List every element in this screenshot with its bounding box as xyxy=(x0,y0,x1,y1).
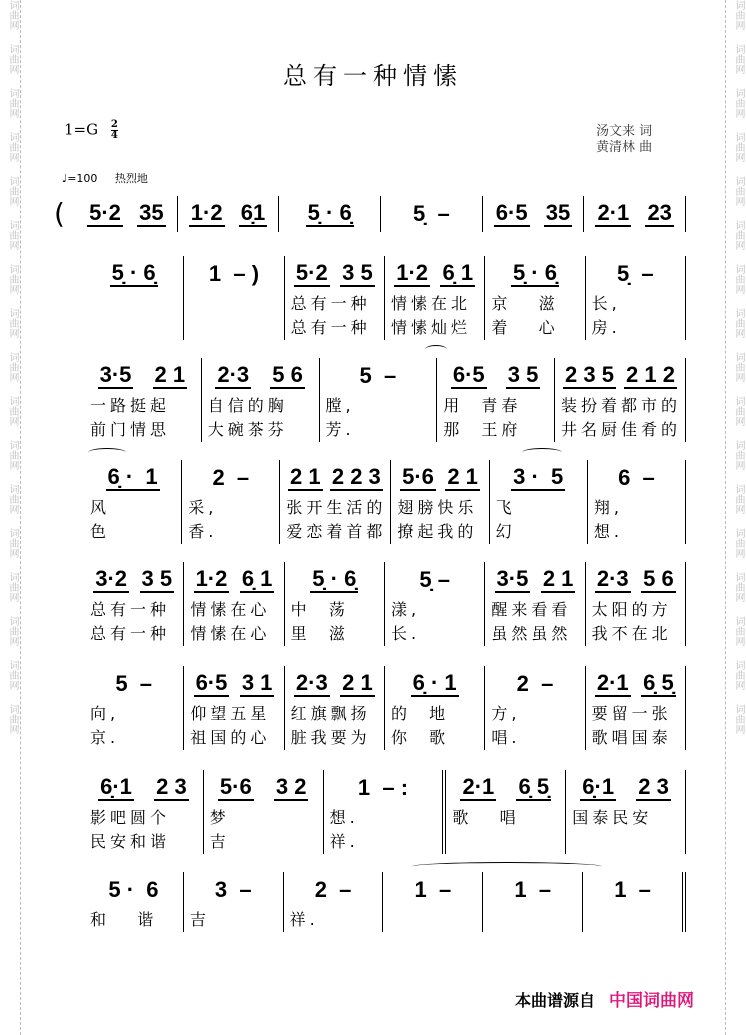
tie-arc xyxy=(412,862,602,871)
note-group: 1·2 xyxy=(195,566,228,591)
watermark-text: 词曲网 xyxy=(733,396,744,426)
lyric-v1: 翅膀快乐 xyxy=(397,498,478,517)
lyric-v2: 唱. xyxy=(491,728,521,747)
score-line xyxy=(84,770,686,854)
note-group: 5̣ · 6̣ xyxy=(111,260,156,285)
notes xyxy=(206,358,315,394)
key: 1=G xyxy=(64,120,99,139)
note-group: 3 · 5 xyxy=(513,464,564,489)
measure xyxy=(84,770,204,854)
lyric-v2: 长. xyxy=(390,624,421,643)
watermark-text: 词曲网 xyxy=(7,264,18,294)
note-group: 5̣ – xyxy=(419,567,450,592)
note-group: 6̣·1 xyxy=(100,774,132,799)
lyric-v2: 总有一种 xyxy=(90,624,171,643)
notes xyxy=(389,666,480,702)
watermark-text: 词曲网 xyxy=(733,704,744,734)
lyric-v2: 爱恋着首都 xyxy=(286,522,387,541)
notes xyxy=(188,562,279,598)
lyric-v1: 一路挺起 xyxy=(90,396,171,415)
note-group: 5̣ · 6̣ xyxy=(512,260,557,285)
measure xyxy=(182,460,280,544)
note-group: 6̣ · 1 xyxy=(107,464,158,489)
measure xyxy=(391,460,489,544)
measure xyxy=(485,256,585,340)
measure xyxy=(385,666,485,750)
lyric-v2 xyxy=(570,830,681,854)
lyric-v2: 总有一种 xyxy=(290,318,371,337)
notes xyxy=(88,358,197,394)
lyric-v1: 要留一张 xyxy=(591,704,672,723)
lyric-v1: 祥. xyxy=(289,910,319,929)
lyric-v2: 想. xyxy=(593,522,623,541)
score-line xyxy=(84,562,686,646)
lyric-v1: 翔, xyxy=(593,498,623,517)
notes xyxy=(590,562,681,598)
notes xyxy=(387,872,478,908)
watermark-text: 词曲网 xyxy=(733,176,744,206)
note-group: 5̣ – xyxy=(616,261,654,286)
measure xyxy=(284,872,384,932)
note-group: 2 3 xyxy=(638,774,669,799)
notes xyxy=(592,460,681,496)
time-sig-den: 4 xyxy=(110,130,118,141)
watermark-text: 词曲网 xyxy=(733,308,744,338)
measure xyxy=(285,562,385,646)
lyric-v1: 红旗飘扬 xyxy=(290,704,371,723)
notes xyxy=(489,256,580,292)
lyric-v2: 那 王府 xyxy=(443,420,522,439)
watermark-text: 词曲网 xyxy=(7,704,18,734)
notes xyxy=(88,770,199,806)
note-group: 23 xyxy=(647,200,672,225)
time-signature xyxy=(111,120,118,141)
measure xyxy=(324,770,447,854)
notes xyxy=(590,256,681,292)
measure xyxy=(84,256,184,340)
lyric-v2: 民安和谐 xyxy=(90,832,171,851)
lyric-v1: 采, xyxy=(188,498,218,517)
lyric-v1: 京 滋 xyxy=(491,294,559,313)
notes xyxy=(288,872,379,908)
slur-arc xyxy=(88,448,126,457)
lyric-v1: 装扮着都市的 xyxy=(561,396,682,415)
lyric-v1: 情愫在北 xyxy=(390,294,471,313)
source-credit xyxy=(515,986,694,1011)
watermark-strip-left xyxy=(0,0,21,1035)
note-group: 3·2 xyxy=(95,566,128,591)
lyric-v2 xyxy=(450,830,561,854)
measure xyxy=(385,256,485,340)
measure xyxy=(446,770,566,854)
note-group: 2 3 5 xyxy=(565,362,614,387)
note-group: 5 – xyxy=(115,671,153,696)
lyric-v1: 膛, xyxy=(325,396,355,415)
notes xyxy=(284,460,386,496)
lyric-v2: 幻 xyxy=(495,522,516,541)
watermark-text: 词曲网 xyxy=(733,220,744,250)
notes xyxy=(283,196,376,232)
notes xyxy=(494,460,583,496)
measure xyxy=(490,460,588,544)
measure xyxy=(76,196,178,232)
note-group: 1 – : xyxy=(357,775,409,800)
note-group: 2 1 xyxy=(542,566,574,591)
notes xyxy=(389,256,480,292)
watermark-text: 词曲网 xyxy=(7,132,18,162)
lyric-v1: 自信的胸 xyxy=(207,396,288,415)
credits xyxy=(596,124,652,156)
lyric-v2: 祖国的心 xyxy=(190,728,271,747)
notes xyxy=(186,460,275,496)
lyric-v2: 撩起我的 xyxy=(397,522,478,541)
score-line xyxy=(84,666,686,750)
lyric-v2: 你 歌 xyxy=(390,728,450,747)
note-group: 1·2 xyxy=(190,200,223,225)
note-group: 35 xyxy=(545,200,571,225)
lyric-v1: 太阳的方 xyxy=(591,600,672,619)
score-line xyxy=(54,196,686,232)
notes xyxy=(590,666,681,702)
watermark-text: 词曲网 xyxy=(7,220,18,250)
lyric-v1: 张开生活的 xyxy=(286,498,387,517)
lyric-v1: 风 xyxy=(90,498,111,517)
notes xyxy=(570,770,681,806)
lyric-v2: 着 心 xyxy=(491,318,559,337)
measure xyxy=(178,196,280,232)
note-group: 2 3 xyxy=(156,774,187,799)
lyric-v2: 里 滋 xyxy=(290,624,349,643)
measure xyxy=(485,562,585,646)
note-group: 3 – xyxy=(214,877,252,902)
notes xyxy=(289,256,380,292)
lyric-v1: 吉 xyxy=(189,910,210,929)
note-group: 5·6 xyxy=(219,774,252,799)
lyric-v1 xyxy=(487,908,578,932)
watermark-text: 词曲网 xyxy=(7,660,18,690)
lyric-v1: 梦 xyxy=(209,808,230,827)
notes xyxy=(489,562,580,598)
lyric-v2: 吉 xyxy=(209,832,230,851)
lyric-v1: 和 谐 xyxy=(90,910,158,929)
lyric-v2: 歌唱国泰 xyxy=(591,728,672,747)
note-group: 5·2 xyxy=(295,260,328,285)
lyric-v1: 歌 唱 xyxy=(452,808,520,827)
note-group: 6̣ 1 xyxy=(442,260,474,285)
note-group: 2·3 xyxy=(596,566,629,591)
measure xyxy=(84,666,184,750)
measure xyxy=(184,562,284,646)
lyric-v2: 我不在北 xyxy=(591,624,672,643)
measure xyxy=(320,358,438,442)
measure xyxy=(483,196,585,232)
score-line xyxy=(84,256,686,340)
note-group: 6 – xyxy=(618,465,655,490)
note-group: 6̣ 5̣ xyxy=(518,774,550,799)
note-group: 5̣ · 6̣ xyxy=(312,566,357,591)
lyric-v1: 情愫在心 xyxy=(190,600,271,619)
lyric-v2: 脏我要为 xyxy=(290,728,371,747)
watermark-text: 词曲网 xyxy=(7,88,18,118)
watermark-text: 词曲网 xyxy=(733,528,744,558)
measure xyxy=(381,196,483,232)
notes xyxy=(385,196,478,232)
watermark-text: 词曲网 xyxy=(7,528,18,558)
lyric-v1 xyxy=(387,908,478,932)
measure xyxy=(285,666,385,750)
note-group: 6̣ 1 xyxy=(241,566,273,591)
lyric-v1: 长, xyxy=(591,294,621,313)
lyric-v2: 香. xyxy=(188,522,218,541)
lyric-v2: 井名厨佳肴的 xyxy=(561,420,682,439)
watermark-text: 词曲网 xyxy=(733,44,744,74)
watermark-text: 词曲网 xyxy=(7,440,18,470)
note-group: 2 – xyxy=(314,877,352,902)
note-group: 2·1 xyxy=(596,670,629,695)
lyric-v1: 醒来看看 xyxy=(491,600,572,619)
notes xyxy=(588,196,681,232)
notes xyxy=(188,256,279,292)
measure xyxy=(385,562,485,646)
notes xyxy=(182,196,275,232)
note-group: 6·5 xyxy=(195,670,228,695)
score-line xyxy=(84,358,686,442)
note-group: 3·5 xyxy=(496,566,529,591)
note-group: 2·3 xyxy=(295,670,328,695)
measure xyxy=(204,770,324,854)
song-title: 总有一种情愫 xyxy=(283,62,463,90)
note-group: 1·2 xyxy=(396,260,429,285)
lyric-v1: 中 荡 xyxy=(290,600,349,619)
measure xyxy=(285,256,385,340)
note-group: 6·5 xyxy=(495,200,528,225)
note-group: 5̣ – xyxy=(413,201,450,226)
note-group: 2·1 xyxy=(462,774,495,799)
notes xyxy=(88,872,179,908)
note-group: 2·3 xyxy=(217,362,250,387)
note-group: 2 1 xyxy=(342,670,373,695)
note-group: 6̣ · 1 xyxy=(412,670,457,695)
notes xyxy=(559,358,681,394)
lyric-v1 xyxy=(587,908,678,932)
measure xyxy=(555,358,686,442)
watermark-text: 词曲网 xyxy=(7,44,18,74)
time-sig-num: 2 xyxy=(110,119,118,130)
expression: 热烈地 xyxy=(114,172,148,185)
watermark-text: 词曲网 xyxy=(733,572,744,602)
lyric-v1: 国泰民安 xyxy=(572,808,653,827)
measure xyxy=(383,872,483,932)
measure xyxy=(184,872,284,932)
watermark-text: 词曲网 xyxy=(733,264,744,294)
notes xyxy=(88,666,179,702)
measure xyxy=(566,770,686,854)
lyric-v1: 方, xyxy=(491,704,521,723)
note-group: 35 xyxy=(139,200,164,225)
measure xyxy=(279,196,381,232)
watermark-text: 词曲网 xyxy=(7,352,18,382)
note-group: 1 – xyxy=(414,877,452,902)
measure xyxy=(588,460,686,544)
measure xyxy=(84,562,184,646)
notes xyxy=(389,562,480,598)
note-group: 1 – ) xyxy=(208,261,260,286)
notes xyxy=(208,770,319,806)
lyric-v1: 用 青春 xyxy=(443,396,522,415)
watermark-strip-right xyxy=(725,0,746,1035)
note-group: 5 6 xyxy=(643,566,674,591)
notes xyxy=(441,358,550,394)
measure xyxy=(84,358,202,442)
note-group: 3 2 xyxy=(275,774,307,799)
note-group: 1 – xyxy=(514,877,552,902)
measure xyxy=(586,256,686,340)
notes xyxy=(487,872,578,908)
note-group: 6·5 xyxy=(452,362,485,387)
measure xyxy=(586,562,686,646)
watermark-text: 词曲网 xyxy=(733,616,744,646)
watermark-text: 词曲网 xyxy=(733,0,744,30)
tempo-mark xyxy=(62,170,148,186)
slur-arc xyxy=(522,448,562,457)
key-signature xyxy=(64,120,118,141)
watermark-text: 词曲网 xyxy=(7,616,18,646)
lyric-v2: 虽然虽然 xyxy=(491,624,572,643)
watermark-text: 词曲网 xyxy=(7,484,18,514)
lyric-v2: 祥. xyxy=(329,832,359,851)
lyric-v1: 漾, xyxy=(390,600,421,619)
note-group: 5 6 xyxy=(272,362,303,387)
note-group: 2·1 xyxy=(597,200,630,225)
note-group: 2 – xyxy=(516,671,554,696)
notes xyxy=(289,562,380,598)
watermark-text: 词曲网 xyxy=(733,440,744,470)
notes xyxy=(88,460,177,496)
measure xyxy=(84,872,184,932)
lyric-v1: 总有一种 xyxy=(90,600,171,619)
note-group: 5·6 xyxy=(402,464,434,489)
note-group: 2 – xyxy=(212,465,250,490)
lyric-v1: 影吧圆个 xyxy=(90,808,171,827)
notes xyxy=(395,460,484,496)
measure xyxy=(583,872,686,932)
notes xyxy=(324,358,433,394)
note-group: 3 5 xyxy=(141,566,173,591)
watermark-text: 词曲网 xyxy=(7,308,18,338)
watermark-text: 词曲网 xyxy=(7,176,18,206)
lyric-v1: 的 地 xyxy=(390,704,450,723)
measure xyxy=(584,196,686,232)
measure xyxy=(184,666,284,750)
notes xyxy=(188,666,279,702)
watermark-text: 词曲网 xyxy=(733,484,744,514)
note-group: 5·2 xyxy=(89,200,121,225)
note-group: 6̣1 xyxy=(240,200,266,225)
tempo: ♩=100 xyxy=(62,172,98,185)
score-line xyxy=(84,872,686,932)
notes xyxy=(289,666,380,702)
note-group: 3 1 xyxy=(241,670,273,695)
watermark-text: 词曲网 xyxy=(733,88,744,118)
measure xyxy=(586,666,686,750)
measure xyxy=(483,872,583,932)
notes xyxy=(487,196,580,232)
notes xyxy=(328,770,439,806)
lyric-v2: 芳. xyxy=(325,420,355,439)
lyric-v2: 情愫灿烂 xyxy=(390,318,471,337)
notes xyxy=(80,196,173,232)
measure xyxy=(485,666,585,750)
note-group: 3·5 xyxy=(99,362,132,387)
lyric-v1: 总有一种 xyxy=(290,294,371,313)
notes xyxy=(88,562,179,598)
lyric-v1: 飞 xyxy=(495,498,516,517)
measure xyxy=(202,358,320,442)
watermark-text: 词曲网 xyxy=(7,0,18,30)
note-group: 3 5 xyxy=(507,362,539,387)
measure xyxy=(437,358,555,442)
slur-arc xyxy=(425,345,447,354)
watermark-text: 词曲网 xyxy=(733,660,744,690)
note-group: 5̣ · 6̣ xyxy=(307,200,352,225)
note-group: 2 1 xyxy=(154,362,186,387)
lyric-v2: 大碗茶芬 xyxy=(207,420,288,439)
lyric-v2: 情愫在心 xyxy=(190,624,271,643)
watermark-text: 词曲网 xyxy=(733,352,744,382)
lyric-v2: 京. xyxy=(90,728,120,747)
note-group: 2 1 xyxy=(447,464,478,489)
lyric-v2: 前门情思 xyxy=(90,420,171,439)
source-label: 本曲谱源自 xyxy=(515,991,596,1010)
source-brand-link[interactable]: 中国词曲网 xyxy=(609,991,695,1011)
note-group: 1 – xyxy=(614,877,651,902)
note-group: 2 1 2 xyxy=(626,362,675,387)
note-group: 5 – xyxy=(359,363,397,388)
score-line xyxy=(84,460,686,544)
watermark-text: 词曲网 xyxy=(7,572,18,602)
notes xyxy=(450,770,561,806)
note-group: 2 2 3 xyxy=(331,464,381,489)
measure xyxy=(280,460,391,544)
watermark-text: 词曲网 xyxy=(733,132,744,162)
note-group: 6̣·1 xyxy=(582,774,615,799)
lyric-v2: 色 xyxy=(90,522,111,541)
note-group: 5 · 6 xyxy=(108,877,159,902)
lyric-v1: 向, xyxy=(90,704,120,723)
lyricist: 汤文来 词 xyxy=(596,124,653,139)
measure xyxy=(84,460,182,544)
measure xyxy=(184,256,284,340)
notes xyxy=(587,872,678,908)
note-group: 6̣ 5̣ xyxy=(643,670,674,695)
note-group: 2 1 xyxy=(290,464,321,489)
lyric-v1: 想. xyxy=(329,808,359,827)
notes xyxy=(188,872,279,908)
note-group: 3 5 xyxy=(342,260,373,285)
lyric-v2: 房. xyxy=(591,318,621,337)
intro-paren: ( xyxy=(54,197,65,230)
composer: 黄清林 曲 xyxy=(596,140,653,155)
notes xyxy=(489,666,580,702)
lyric-v1: 仰望五星 xyxy=(190,704,271,723)
watermark-text: 词曲网 xyxy=(7,396,18,426)
notes xyxy=(88,256,179,292)
